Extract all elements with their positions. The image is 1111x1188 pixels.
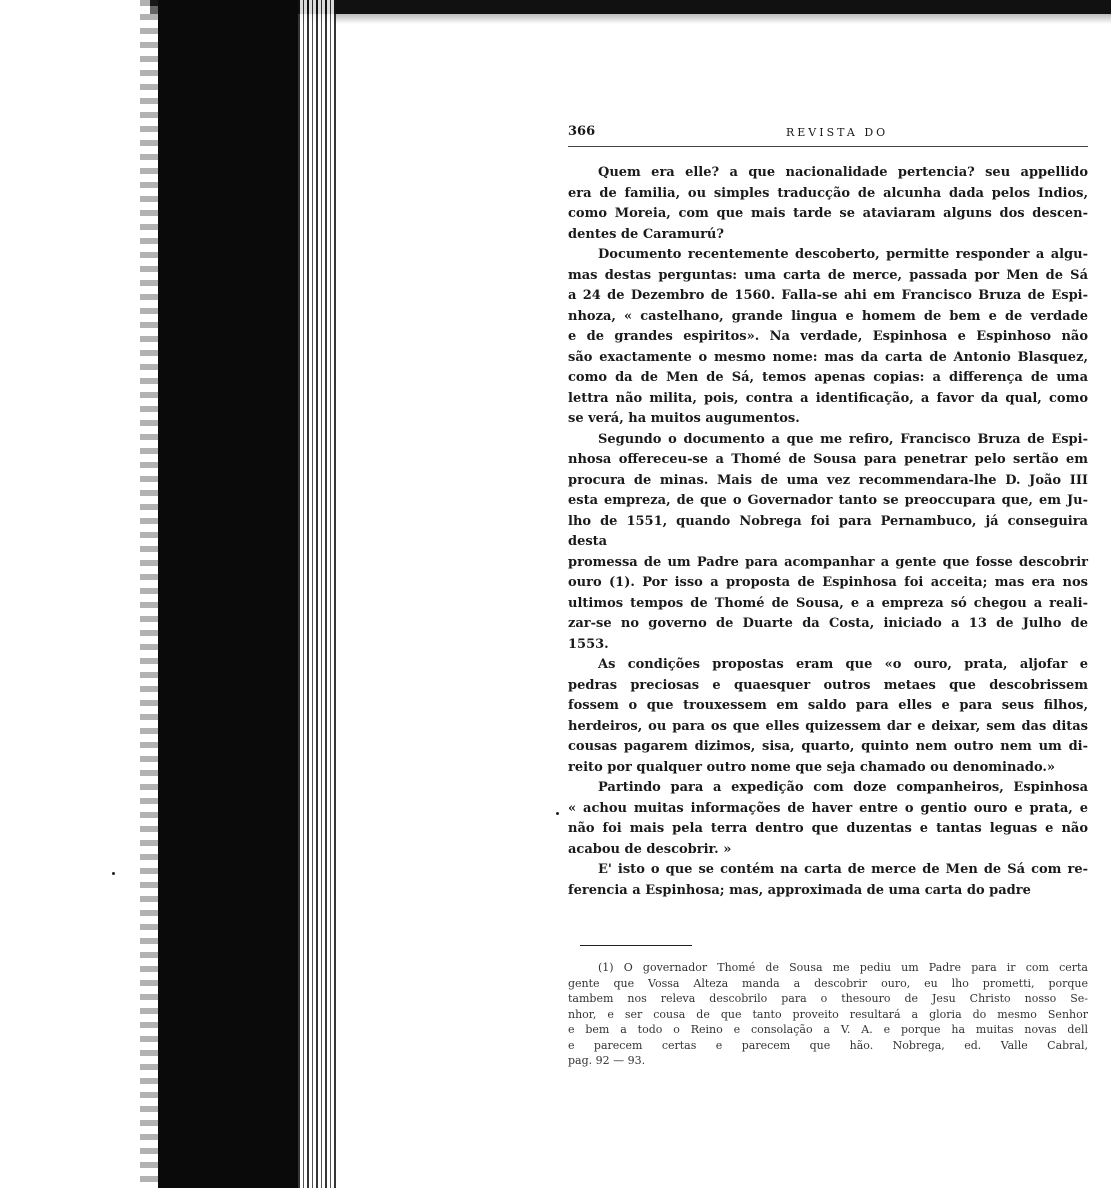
footnote-line: nhor, e ser cousa de que tanto proveito resultará a gloria do mesmo Senhor <box>568 1007 1088 1021</box>
paragraph <box>568 860 1088 901</box>
text-line: ouro (1). Por isso a proposta de Espinhosa foi acceita; mas era nos <box>568 575 1088 590</box>
text-line: a 24 de Dezembro de 1560. Falla-se ahi em Francisco Bruza de Espi- <box>568 288 1088 303</box>
book-gutter-edge <box>298 0 336 1188</box>
text-line: ultimos tempos de Thomé de Sousa, e a empreza só chegou a reali- <box>568 595 1088 611</box>
text-line: era de familia, ou simples traducção de alcunha dada pelos Indios, <box>568 185 1088 201</box>
running-title: REVISTA DO <box>786 126 889 139</box>
running-header <box>568 122 1088 144</box>
footnote-paragraph <box>568 960 1088 1069</box>
text-line: pedras preciosas e quaesquer outros metaes que descobrissem <box>568 677 1088 693</box>
text-line: cousas pagarem dizimos, sisa, quarto, quinto nem outro nem um di- <box>568 739 1088 754</box>
text-line: lho de 1551, quando Nobrega foi para Pernambuco, já conseguira desta <box>568 513 1088 549</box>
paragraph <box>568 778 1088 860</box>
page-number: 366 <box>568 124 596 139</box>
footnote-line: (1) O governador Thomé de Sousa me pediu um Padre para ir com certa <box>598 961 1088 974</box>
text-line: esta empreza, de que o Governador tanto se preoccupara que, em Ju- <box>568 493 1088 508</box>
text-line: Documento recentemente descoberto, permitte responder a algu- <box>598 247 1088 262</box>
text-line: são exactamente o mesmo nome: mas da carta de Antonio Blasquez, <box>568 349 1088 365</box>
text-line: herdeiros, ou para os que elles quizessem dar e deixar, sem das ditas <box>568 718 1088 734</box>
text-line: reito por qualquer outro nome que seja chamado ou denominado.» <box>568 759 1056 775</box>
scan-speck <box>556 812 559 815</box>
footnote-line: e parecem certas e parecem que hão. Nobrega, ed. Valle Cabral, <box>568 1038 1088 1052</box>
footnote-rule <box>580 945 692 946</box>
body-text <box>568 163 1088 901</box>
text-line: ferencia a Espinhosa; mas, approximada de uma carta do padre <box>568 882 1031 898</box>
text-line: fossem o que trouxessem em saldo para elles e para seus filhos, <box>568 698 1088 713</box>
text-line: Segundo o documento a que me refiro, Francisco Bruza de Espi- <box>598 431 1088 447</box>
text-line: Quem era elle? a que nacionalidade pertencia? seu appellido <box>598 165 1088 180</box>
paragraph <box>568 245 1088 430</box>
footnote <box>568 960 1088 1069</box>
scan-speck <box>112 872 115 875</box>
text-line: como da de Men de Sá, temos apenas copias: a differença de uma <box>568 370 1088 385</box>
text-line: como Moreia, com que mais tarde se ataviaram alguns dos descen- <box>568 206 1088 221</box>
footnote-line: pag. 92 — 93. <box>568 1054 646 1067</box>
text-line: se verá, ha muitos augumentos. <box>568 411 800 426</box>
text-line: « achou muitas informações de haver entre o gentio ouro e prata, e <box>568 800 1088 816</box>
text-line: dentes de Caramurú? <box>568 226 724 242</box>
text-line: E' isto o que se contém na carta de merce de Men de Sá com re- <box>598 862 1088 877</box>
scan-top-shadow <box>300 14 1111 24</box>
text-line: Partindo para a expedição com doze companheiros, Espinhosa <box>598 780 1088 795</box>
paragraph <box>568 655 1088 778</box>
header-rule <box>568 146 1088 147</box>
text-line: nhoza, « castelhano, grande lingua e homem de bem e de verdade <box>568 308 1088 324</box>
text-line: não foi mais pela terra dentro que duzentas e tantas leguas e não <box>568 821 1088 836</box>
text-line: procura de minas. Mais de uma vez recommendara-lhe D. João III <box>568 472 1088 488</box>
footnote-line: e bem a todo o Reino e consolação a V. A. e porque ha muitas novas dell <box>568 1023 1088 1036</box>
paragraph <box>568 430 1088 656</box>
text-line: As condições propostas eram que «o ouro, prata, aljofar e <box>598 657 1088 672</box>
text-line: zar-se no governo de Duarte da Costa, iniciado a 13 de Julho de <box>568 616 1088 631</box>
text-line: e de grandes espiritos». Na verdade, Espinhosa e Espinhoso não <box>568 329 1088 344</box>
paragraph <box>568 163 1088 245</box>
footnote-line: tambem nos releva descobrilo para o thesouro de Jesu Christo nosso Se- <box>568 992 1088 1005</box>
text-line: nhosa offereceu-se a Thomé de Sousa para penetrar pelo sertão em <box>568 452 1088 467</box>
text-line: lettra não milita, pois, contra a identificação, a favor da qual, como <box>568 390 1088 406</box>
footnote-line: gente que Vossa Alteza manda a descobrir ouro, eu lho prometti, porque <box>568 976 1088 990</box>
text-line: acabou de descobrir. » <box>568 841 732 857</box>
text-line: mas destas perguntas: uma carta de merce, passada por Men de Sá <box>568 267 1088 283</box>
book-spine-shadow <box>158 0 298 1188</box>
book-page <box>568 122 1088 1069</box>
text-line: 1553. <box>568 636 609 652</box>
text-line: promessa de um Padre para acompanhar a gente que fosse descobrir <box>568 554 1088 570</box>
